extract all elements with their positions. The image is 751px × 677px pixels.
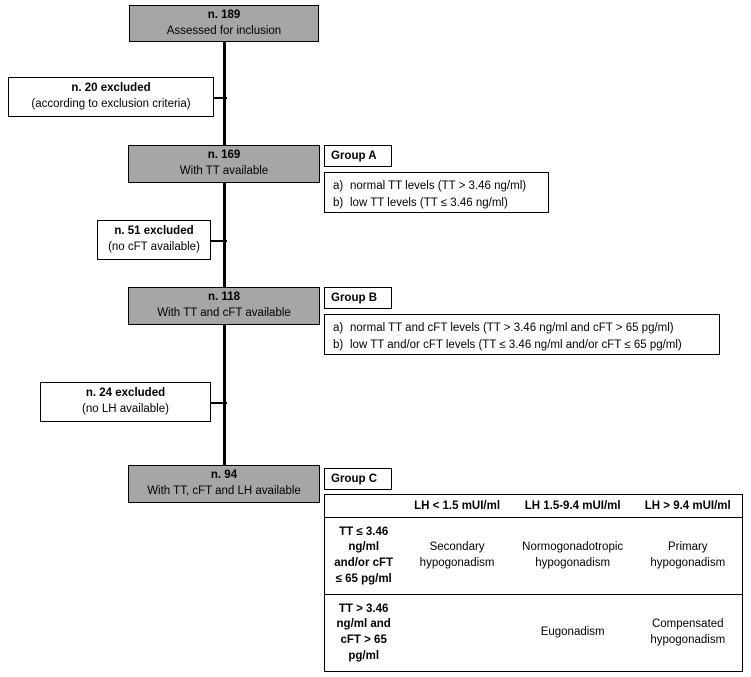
matrix-row-label-line: ng/ml	[348, 541, 380, 554]
matrix-cell-primary-hypogonadism	[634, 518, 742, 595]
matrix-cell-compensated-hypogonadism	[634, 595, 742, 671]
matrix-corner-cell	[325, 495, 402, 518]
matrix-cell-line: hypogonadism	[650, 634, 726, 646]
matrix-row-label-normal-tt	[325, 595, 402, 671]
group-b-item	[333, 337, 711, 354]
node-tt-cft-lh-label: With TT, cFT and LH available	[147, 485, 301, 497]
group-a-item-0-text: normal TT levels (TT > 3.46 ng/ml)	[350, 180, 527, 192]
node-assessed-count: n. 189	[207, 8, 241, 21]
node-tt-count: n. 169	[207, 149, 241, 162]
node-excluded1-count: n. 20 excluded	[71, 82, 151, 95]
group-b-box	[324, 314, 720, 355]
group-a-item	[333, 195, 540, 212]
group-b-item-1-mark: b)	[333, 339, 344, 352]
classification-matrix	[324, 494, 743, 672]
connector-excluded2-horizontal	[210, 240, 227, 242]
node-excluded-no-cft	[97, 220, 211, 260]
node-tt-cft-lh-count: n. 94	[210, 469, 238, 482]
node-with-tt-cft-lh-available	[128, 465, 320, 503]
matrix-row-label-low-tt	[325, 518, 402, 595]
group-a-item	[333, 178, 540, 195]
group-c-title-text: Group C	[331, 473, 377, 485]
node-tt-cft-label: With TT and cFT available	[157, 307, 291, 319]
node-tt-cft-count: n. 118	[208, 291, 240, 304]
group-a-title-text: Group A	[331, 150, 377, 162]
matrix-cell-line: hypogonadism	[419, 557, 495, 569]
node-tt-label: With TT available	[179, 165, 269, 177]
matrix-col-header-lh-high: LH > 9.4 mUI/ml	[634, 495, 742, 518]
matrix-cell-line: hypogonadism	[650, 557, 726, 569]
node-excluded2-count: n. 51 excluded	[114, 225, 194, 238]
matrix-cell-secondary-hypogonadism	[402, 518, 511, 595]
matrix-row-label-line: TT > 3.46	[338, 602, 389, 615]
group-a-title	[324, 145, 392, 167]
matrix-row-label-line: pg/ml	[348, 649, 380, 662]
connector-excluded1-horizontal	[213, 97, 227, 99]
group-b-title	[324, 287, 392, 309]
matrix-row	[325, 595, 742, 671]
matrix-cell-line: Compensated	[651, 618, 724, 631]
group-b-item-0-mark: a)	[333, 322, 344, 334]
group-b-item	[333, 320, 711, 337]
group-b-item-1-text: low TT and/or cFT levels (TT ≤ 3.46 ng/ml and/or cFT ≤ 65 pg/ml)	[350, 339, 682, 352]
matrix-cell-line: hypogonadism	[535, 557, 611, 569]
group-a-item-1-mark: b)	[333, 197, 344, 210]
node-with-tt-and-cft-available	[128, 287, 320, 325]
matrix-col-header-lh-mid: LH 1.5-9.4 mUI/ml	[512, 495, 634, 518]
matrix-row	[325, 518, 742, 595]
group-c-title	[324, 468, 392, 490]
matrix-cell-line: Eugonadism	[540, 626, 605, 639]
group-a-box	[324, 172, 549, 213]
node-assessed-label: Assessed for inclusion	[166, 24, 282, 37]
matrix-cell-normogonadotropic-hypogonadism	[512, 518, 634, 595]
matrix-cell-line: Primary	[667, 541, 708, 554]
group-a-item-0-mark: a)	[333, 180, 344, 192]
group-b-item-0-text: normal TT and cFT levels (TT > 3.46 ng/ml and cFT > 65 pg/ml)	[350, 322, 674, 334]
matrix-row-label-line: and/or cFT	[334, 557, 394, 569]
node-excluded-inclusion-criteria	[8, 77, 214, 117]
matrix-row-label-line: TT ≤ 3.46	[339, 525, 389, 538]
matrix-row-label-line: ng/ml and	[336, 618, 391, 631]
matrix-header-row	[325, 495, 742, 518]
connector-main-vertical	[223, 40, 226, 480]
node-excluded3-count: n. 24 excluded	[85, 387, 166, 400]
matrix-cell-empty	[402, 595, 511, 671]
matrix-cell-eugonadism	[512, 595, 634, 671]
node-with-tt-available	[128, 145, 320, 183]
group-b-title-text: Group B	[331, 292, 377, 304]
node-excluded1-label: (according to exclusion criteria)	[31, 98, 191, 110]
classification-matrix-table	[325, 495, 742, 671]
node-excluded-no-lh	[40, 382, 211, 422]
matrix-col-header-lh-low: LH < 1.5 mUI/ml	[402, 495, 511, 518]
matrix-row-label-line: cFT > 65	[340, 634, 387, 646]
node-assessed-for-inclusion	[129, 5, 319, 42]
node-excluded2-label: (no cFT available)	[108, 241, 200, 253]
matrix-cell-line: Secondary	[429, 541, 485, 554]
node-excluded3-label: (no LH available)	[82, 403, 169, 415]
matrix-cell-line: Normogonadotropic	[522, 541, 624, 554]
group-a-item-1-text: low TT levels (TT ≤ 3.46 ng/ml)	[350, 197, 508, 210]
connector-excluded3-horizontal	[210, 402, 227, 404]
matrix-row-label-line: ≤ 65 pg/ml	[335, 572, 392, 585]
